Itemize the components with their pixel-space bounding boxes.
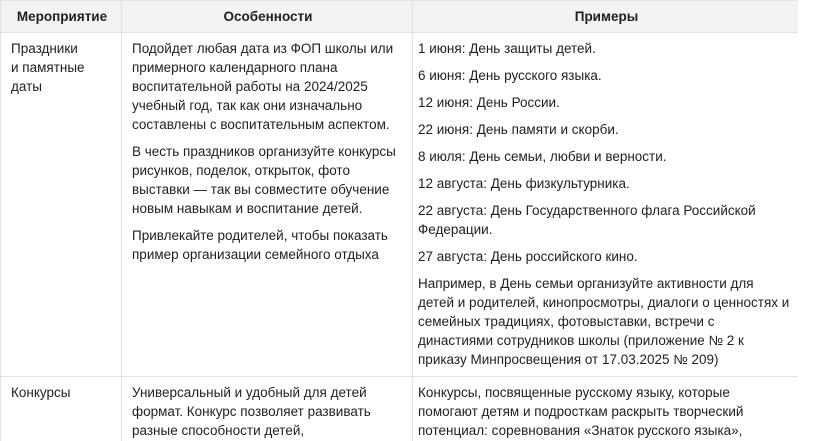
event-name: Праздники и памятные даты <box>11 41 85 94</box>
examples-cell <box>413 377 799 441</box>
example-item: 12 июня: День России. <box>418 95 560 110</box>
table-row <box>1 33 799 377</box>
event-name: Конкурсы <box>11 385 71 400</box>
example-item: 8 июля: День семьи, любви и верности. <box>418 149 667 164</box>
feature-paragraph: В честь праздников организуйте конкурсы рисунков, поделок, открыток, фото выставки — так вы совместите обучение новым навыкам и воспитание детей. <box>132 144 396 216</box>
feature-paragraph: Подойдет любая дата из ФОП школы или примерного календарного плана воспитательной работы на 2024/2025 учебный год, так как они изначально составлены с воспитательным аспектом. <box>132 41 394 132</box>
table-row <box>1 377 799 441</box>
features-cell <box>122 377 413 441</box>
table-header-row <box>1 1 799 33</box>
example-item: 1 июня: День защиты детей. <box>418 41 596 56</box>
example-item: 22 июня: День памяти и скорби. <box>418 122 619 137</box>
example-item: 22 августа: День Государственного флага Российской Федерации. <box>418 203 756 237</box>
example-item: 27 августа: День российского кино. <box>418 249 638 264</box>
examples-cell <box>413 33 799 377</box>
header-features: Особенности <box>122 1 413 33</box>
header-examples: Примеры <box>413 1 799 33</box>
event-cell <box>1 377 122 441</box>
header-event: Мероприятие <box>1 1 122 33</box>
example-paragraph: Например, в День семьи организуйте активности для детей и родителей, кинопросмотры, диалоги о ценностях и семейных традициях, фотовыставки, встречи с династиями сотрудников школы (приложение № 2 к приказу Минпросвещения от 17.03.2025 № 209) <box>418 276 790 367</box>
example-item: 6 июня: День русского языка. <box>418 68 602 83</box>
example-item: 12 августа: День физкультурника. <box>418 176 630 191</box>
example-paragraph: Конкурсы, посвященные русскому языку, которые помогают детям и подросткам раскрыть творческий потенциал: соревнования «Знаток русского языка», <box>418 385 744 438</box>
features-cell <box>122 33 413 377</box>
feature-paragraph: Привлекайте родителей, чтобы показать пример организации семейного отдыха <box>132 228 388 262</box>
event-cell <box>1 33 122 377</box>
feature-paragraph: Универсальный и удобный для детей формат. Конкурс позволяет развивать разные способности детей, <box>132 385 371 438</box>
